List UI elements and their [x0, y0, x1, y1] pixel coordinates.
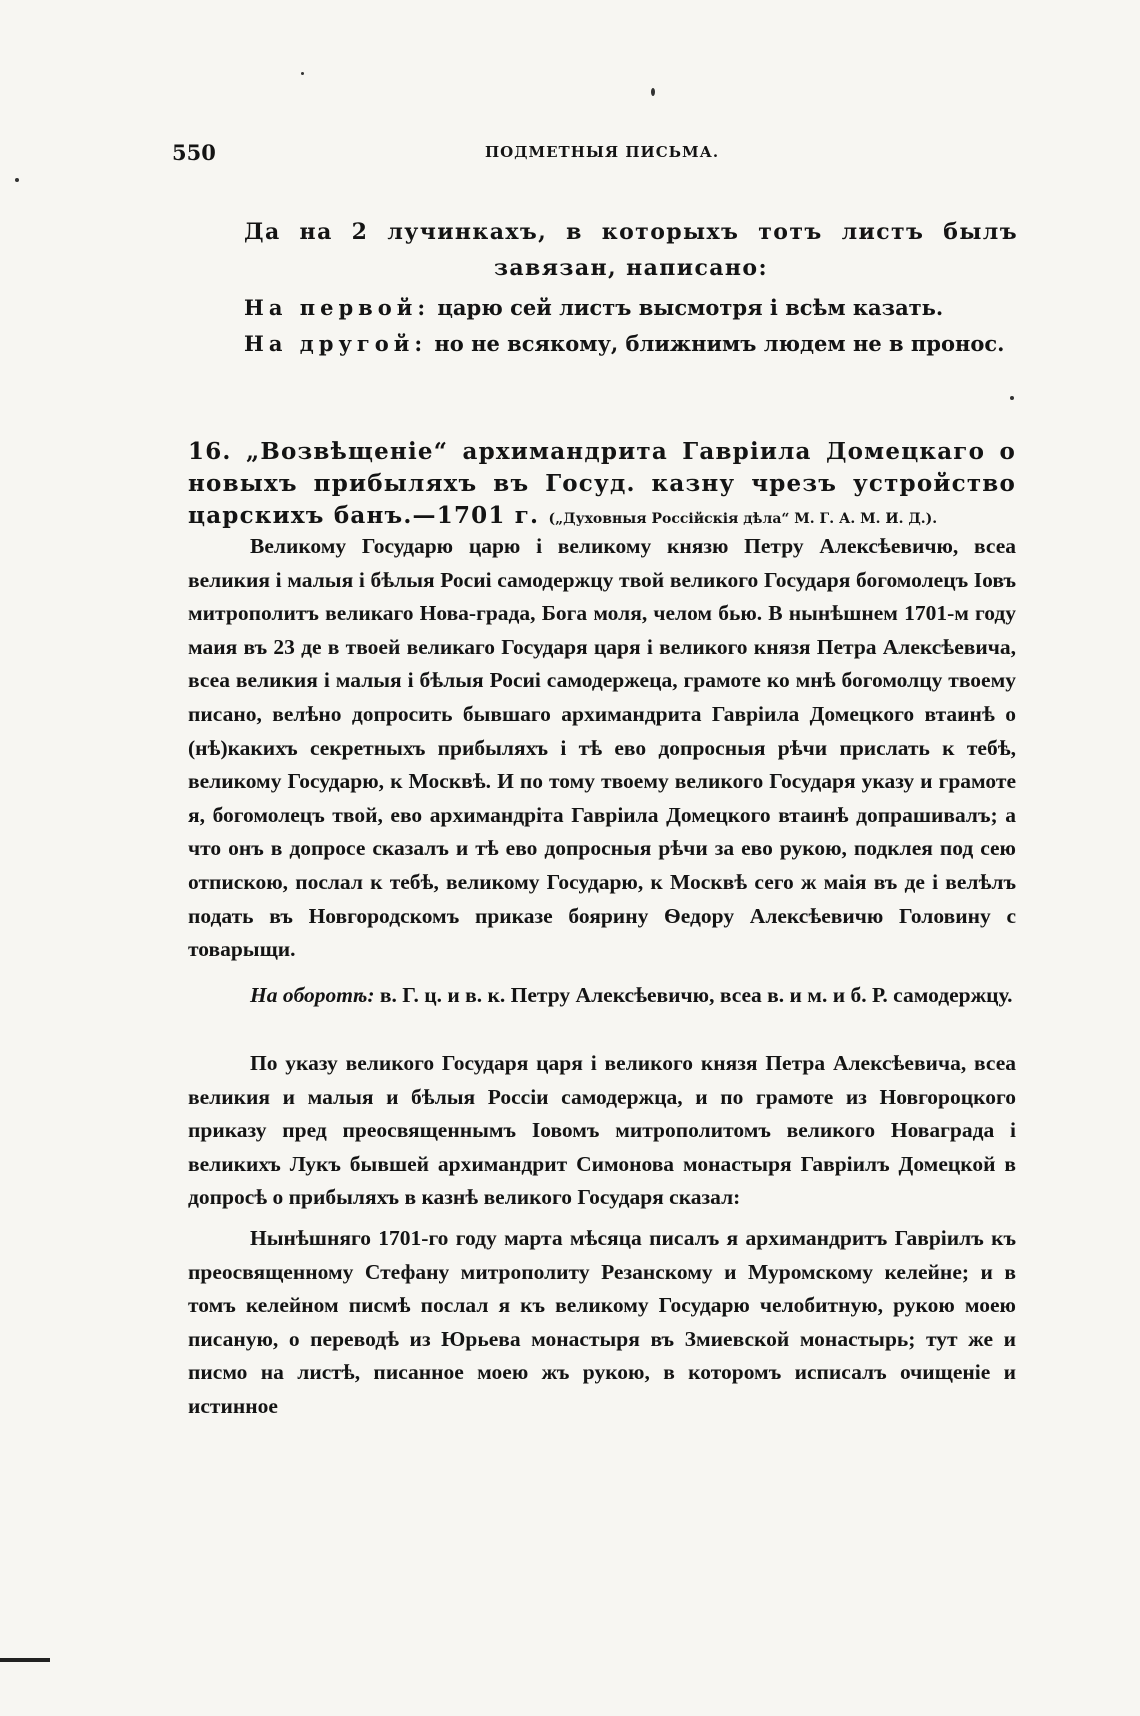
inscription-second-text: но не всякому, ближнимъ людем не в пронос. — [434, 331, 1005, 356]
paragraph-letter: Великому Государю царю і великому князю Петру Алексѣевичю, всеа великия і малыя і бѣлыя Росиі самодержцу твой великого Государя богомолецъ Іовъ митрополитъ великаго Нова-града, Бога моля, челом бью. В нынѣшнем 1701-м году маия въ 23 де в твоей великаго Государя царя і великого князя Петра Алексѣевича, всеа великия і малыя і бѣлыя Росиі самодержеца, грамоте ко мнѣ богомолцу твоему писано, велѣно допросить бывшаго архимандрита Гавріила Домецкого втаинѣ о (нѣ)какихъ секретныхъ прибыляхъ і тѣ ево допросныя рѣчи прислать к тебѣ, великому Государю, к Москвѣ. И по тому твоему великого Государя указу и грамоте я, богомолецъ твой, ево архимандріта Гавріила Домецкого втаинѣ допрашивалъ; а что онъ в допросе сказалъ и тѣ ево допросныя рѣчи за ево рукою, подклея под сею отпискою, послал к тебѣ, великому Государю, к Москвѣ сего ж маія въ де і велѣлъ подать въ Новгородскомъ приказе боярину Ѳедору Алексѣевичю Головину с товарыщи. — [188, 534, 1016, 962]
inscription-first-text: царю сей листъ высмотря і всѣм казать. — [437, 295, 944, 320]
inscription-first-label: На первой: — [244, 295, 431, 320]
ink-speck — [1010, 396, 1014, 400]
section-title-text: 16. „Возвѣщеніе“ архимандрита Гавріила Домецкаго о новыхъ прибыляхъ въ Госуд. казну чрезъ устройство царскихъ банъ.—1701 г. — [188, 438, 1016, 529]
ink-speck — [651, 88, 655, 96]
verso-text: в. Г. ц. и в. к. Петру Алексѣевичю, всеа в. и м. и б. Р. самодержцу. — [379, 983, 1013, 1007]
ink-speck — [301, 72, 304, 75]
inscription-second — [244, 326, 1024, 362]
section-source: („Духовныя Россійскія дѣла“ М. Г. А. М. И. Д.). — [548, 511, 938, 527]
page-number: 550 — [172, 140, 216, 165]
paragraph-testimony: Нынѣшняго 1701-го году марта мѣсяца писалъ я архимандритъ Гавріилъ къ преосвященному Стефану митрополиту Резанскому и Муромскому келейне; и в томъ келейном писмѣ послал я къ великому Государю челобитную, рукою моею писаную, о переводѣ из Юрьева монастыря въ Змиевской монастырь; тут же и писмо на листѣ, писанное моею жъ рукою, в которомъ исписалъ очищеніе и истинное — [188, 1226, 1016, 1418]
inscription-first — [244, 290, 1024, 326]
paragraph-verso — [188, 979, 1016, 1013]
paragraph-testimony-intro: По указу великого Государя царя і великого князя Петра Алексѣевича, всеа великия и малыя и бѣлыя Россіи самодержца, и по грамоте из Новгороцкого приказу пред преосвященнымъ Іовомъ митрополитомъ великого Новаграда і великихъ Лукъ бывшей архимандрит Симонова монастыря Гавріилъ Домецкой в допросѣ о прибыляхъ в казнѣ великого Государя сказал: — [188, 1051, 1016, 1210]
page-header — [172, 140, 1032, 170]
ink-speck — [15, 178, 19, 182]
running-title: ПОДМЕТНЫЯ ПИСЬМА. — [484, 143, 720, 161]
verso-label: На оборотѣ: — [250, 983, 375, 1007]
margin-mark — [0, 1658, 50, 1662]
inscription-second-label: На другой: — [244, 331, 428, 356]
section-title — [188, 436, 1016, 535]
inscription-intro: Да на 2 лучинкахъ, в которыхъ тотъ листъ былъ завязан, написано: — [244, 219, 1018, 281]
